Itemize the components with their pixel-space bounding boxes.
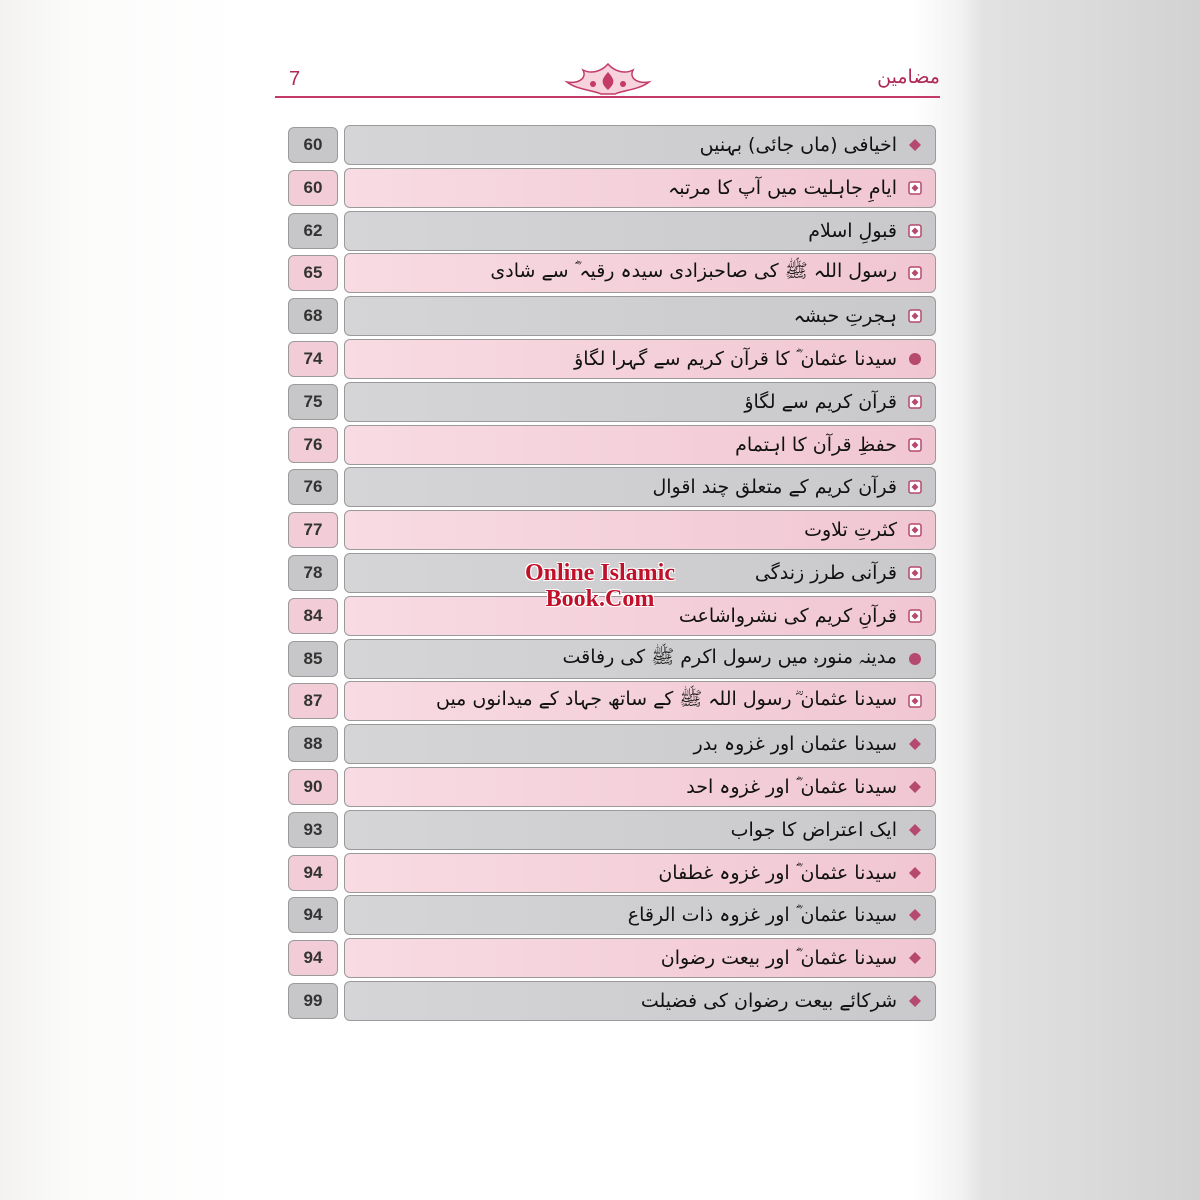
toc-entry-box: [344, 467, 936, 507]
toc-entry-box: [344, 981, 936, 1021]
toc-page-number: 74: [288, 341, 338, 377]
toc-entry-title: ایامِ جاہلیت میں آپ کا مرتبہ: [668, 176, 897, 199]
toc-entry-box: [344, 382, 936, 422]
diamond-bullet-icon: [907, 736, 923, 752]
toc-row: [288, 853, 936, 891]
toc-entry-title: سیدنا عثمان ؓ اور بیعت رضوان: [660, 947, 897, 970]
watermark: [510, 560, 690, 612]
square-bullet-icon: [907, 308, 923, 324]
diamond-bullet-icon: [907, 993, 923, 1009]
toc-entry-title: کثرتِ تلاوت: [804, 519, 897, 542]
toc-entry-box: [344, 425, 936, 465]
toc-page-number: 84: [288, 598, 338, 634]
toc-page-number: 99: [288, 983, 338, 1019]
toc-entry-box: [344, 168, 936, 208]
toc-row: [288, 168, 936, 206]
toc-entry-box: [344, 724, 936, 764]
toc-row: [288, 639, 936, 677]
toc-row: [288, 467, 936, 505]
toc-page-number: 94: [288, 897, 338, 933]
square-bullet-icon: [907, 693, 923, 709]
toc-entry-box: [344, 253, 936, 293]
diamond-bullet-icon: [907, 779, 923, 795]
toc-entry-box: [344, 296, 936, 336]
toc-entry-title: سیدنا عثمان ؓ اور غزوہ غطفان: [658, 861, 897, 884]
diamond-bullet-icon: [907, 865, 923, 881]
toc-entry-title: سیدنا عثمان ؓ اور غزوہ احد: [686, 775, 897, 798]
toc-entry-box: [344, 895, 936, 935]
toc-entry-title: قرآن کریم سے لگاؤ: [744, 390, 897, 413]
toc-page-number: 94: [288, 855, 338, 891]
square-bullet-icon: [907, 565, 923, 581]
toc-row: [288, 681, 936, 719]
square-bullet-icon: [907, 180, 923, 196]
diamond-bullet-icon: [907, 907, 923, 923]
diamond-bullet-icon: [907, 137, 923, 153]
toc-row: [288, 125, 936, 163]
toc-row: [288, 296, 936, 334]
toc-entry-title: سیدنا عثمان ؓ اور غزوہ ذات الرقاع: [627, 904, 897, 927]
toc-entry-title: ہجرتِ حبشہ: [793, 305, 897, 328]
toc-row: [288, 767, 936, 805]
toc-row: [288, 938, 936, 976]
square-bullet-icon: [907, 265, 923, 281]
toc-page-number: 65: [288, 255, 338, 291]
toc-row: [288, 211, 936, 249]
diamond-bullet-icon: [907, 950, 923, 966]
toc-entry-title: سیدنا عثمان ؓ کا قرآن کریم سے گہرا لگاؤ: [574, 347, 897, 370]
header-divider: [275, 96, 940, 98]
toc-row: [288, 382, 936, 420]
circle-bullet-icon: [907, 651, 923, 667]
toc-entry-title: قبولِ اسلام: [808, 219, 897, 242]
toc-entry-box: [344, 639, 936, 679]
toc-page-number: 94: [288, 940, 338, 976]
toc-row: [288, 253, 936, 291]
toc-page-number: 76: [288, 427, 338, 463]
toc-row: [288, 510, 936, 548]
toc-row: [288, 895, 936, 933]
toc-page-number: 75: [288, 384, 338, 420]
toc-entry-box: [344, 938, 936, 978]
toc-entry-box: [344, 681, 936, 721]
toc-page-number: 88: [288, 726, 338, 762]
watermark-line-2: Book.Com: [545, 586, 655, 612]
toc-page-number: 60: [288, 170, 338, 206]
toc-page-number: 76: [288, 469, 338, 505]
toc-entry-title: ایک اعتراض کا جواب: [730, 818, 897, 841]
square-bullet-icon: [907, 608, 923, 624]
toc-page-number: 78: [288, 555, 338, 591]
toc-row: [288, 810, 936, 848]
page-header: [275, 60, 940, 100]
square-bullet-icon: [907, 437, 923, 453]
toc-page-number: 68: [288, 298, 338, 334]
toc-entry-title: مدینہ منورہ میں رسول اکرم ﷺ کی رفاقت: [562, 645, 897, 668]
toc-row: [288, 724, 936, 762]
toc-entry-title: قرآن کریم کے متعلق چند اقوال: [652, 476, 897, 499]
toc-entry-box: [344, 339, 936, 379]
diamond-bullet-icon: [907, 822, 923, 838]
toc-row: [288, 981, 936, 1019]
toc-page-number: 62: [288, 213, 338, 249]
watermark-line-1: Online Islamic: [524, 560, 675, 586]
toc-entry-title: اخیافی (ماں جائی) بہنیں: [699, 134, 897, 156]
toc-page-number: 93: [288, 812, 338, 848]
toc-entry-box: [344, 853, 936, 893]
toc-page-number: 77: [288, 512, 338, 548]
toc-entry-title: حفظِ قرآن کا اہتمام: [735, 433, 897, 456]
toc-entry-title: سیدنا عثمان ؓ رسول اللہ ﷺ کے ساتھ جہاد کے میدانوں میں: [435, 688, 897, 711]
toc-row: [288, 339, 936, 377]
toc-entry-box: [344, 125, 936, 165]
toc-entry-box: [344, 510, 936, 550]
circle-bullet-icon: [907, 351, 923, 367]
toc-entry-box: [344, 211, 936, 251]
toc-page-number: 87: [288, 683, 338, 719]
floral-ornament-icon: [553, 60, 663, 100]
toc-page-number: 60: [288, 127, 338, 163]
toc-page-number: 85: [288, 641, 338, 677]
toc-page-number: 90: [288, 769, 338, 805]
toc-entry-title: قرآنی طرز زندگی: [754, 561, 897, 584]
toc-entry-box: [344, 810, 936, 850]
toc-entry-title: رسول اللہ ﷺ کی صاحبزادی سیدہ رقیہ ؓ سے شادی: [490, 260, 897, 283]
square-bullet-icon: [907, 223, 923, 239]
toc-entry-title: سیدنا عثمان اور غزوہ بدر: [693, 733, 897, 756]
toc-entry-box: [344, 767, 936, 807]
toc-row: [288, 425, 936, 463]
page-number: 7: [289, 68, 301, 90]
square-bullet-icon: [907, 479, 923, 495]
header-title: مضامین: [877, 66, 940, 88]
toc-entry-title: شرکائے بیعت رضوان کی فضیلت: [640, 989, 897, 1012]
square-bullet-icon: [907, 522, 923, 538]
square-bullet-icon: [907, 394, 923, 410]
toc-entry-title: قرآنِ کریم کی نشرواشاعت: [678, 604, 897, 627]
